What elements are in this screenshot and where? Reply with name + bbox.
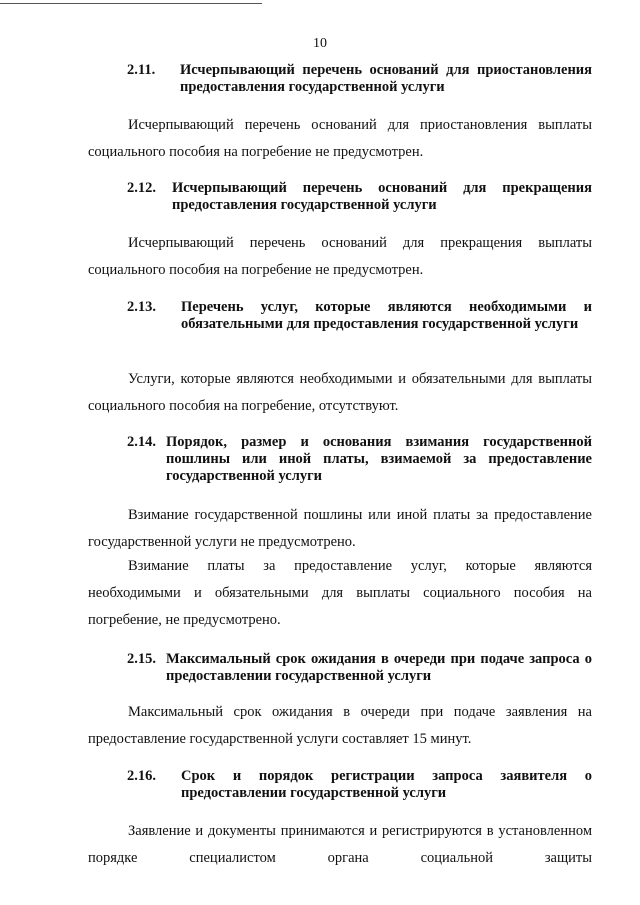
section-heading-2-16 [127,768,592,802]
section-heading-2-11 [127,62,592,96]
section-number: 2.13. [127,299,156,315]
section-paragraph: Взимание государственной пошлины или иной платы за предоставление государственной услуги не предусмотрено. [88,507,592,550]
section-number: 2.14. [127,434,156,450]
page-number: 10 [313,36,327,51]
section-number: 2.15. [127,651,156,667]
section-title: Перечень услуг, которые являются необходимыми и обязательными для предоставления государственной услуги [181,299,592,332]
section-paragraph: Исчерпывающий перечень оснований для приостановления выплаты социального пособия на погребение не предусмотрен. [88,117,592,160]
top-rule [0,3,262,4]
section-paragraph: Услуги, которые являются необходимыми и обязательными для выплаты социального пособия на погребение, отсутствуют. [88,371,592,414]
section-heading-2-13 [127,299,592,350]
section-paragraph: Максимальный срок ожидания в очереди при подаче заявления на предоставление государственной услуги составляет 15 минут. [88,704,592,747]
section-heading-2-12 [127,180,592,214]
section-title: Максимальный срок ожидания в очереди при подаче запроса о предоставлении государственной услуги [166,651,592,684]
section-title: Исчерпывающий перечень оснований для приостановления предоставления государственной услуги [180,62,592,95]
section-paragraph: Исчерпывающий перечень оснований для прекращения выплаты социального пособия на погребение не предусмотрен. [88,235,592,278]
section-heading-2-14 [127,434,592,485]
section-title: Исчерпывающий перечень оснований для прекращения предоставления государственной услуги [172,180,592,213]
section-paragraph: Заявление и документы принимаются и регистрируются в установленном порядке специалистом органа социальной защиты [88,823,592,866]
section-number: 2.11. [127,62,156,78]
section-heading-2-15 [127,651,592,685]
section-title: Срок и порядок регистрации запроса заявителя о предоставлении государственной услуги [181,768,592,801]
section-number: 2.16. [127,768,156,784]
section-title: Порядок, размер и основания взимания государственной пошлины или иной платы, взимаемой за предоставление государственной услуги [166,434,592,484]
section-paragraph: Взимание платы за предоставление услуг, которые являются необходимыми и обязательными для выплаты социального пособия на погребение, не предусмотрено. [88,558,592,628]
section-number: 2.12. [127,180,156,196]
